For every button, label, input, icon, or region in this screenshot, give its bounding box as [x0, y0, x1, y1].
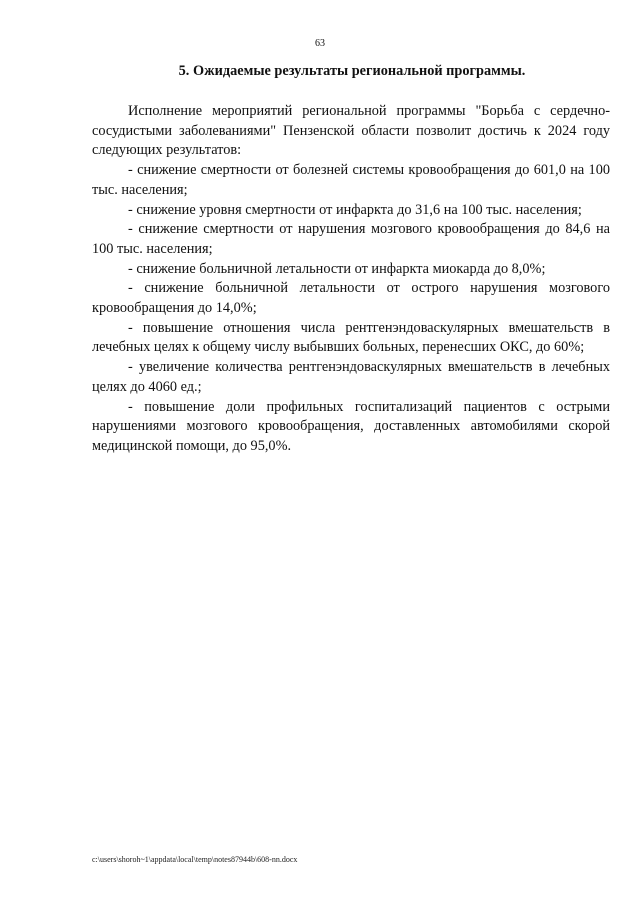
list-item: - снижение смертности от нарушения мозгового кровообращения до 84,6 на 100 тыс. населения; — [92, 221, 610, 257]
list-item: - снижение больничной летальности от инфаркта миокарда до 8,0%; — [128, 260, 546, 277]
list-item: - повышение доли профильных госпитализаций пациентов с острыми нарушениями мозгового кровообращения, доставленных автомобилями скорой медицинской помощи, до 95,0%. — [92, 398, 610, 454]
list-item: - увеличение количества рентгенэндоваскулярных вмешательств в лечебных целях до 4060 ед.; — [92, 359, 610, 395]
intro-paragraph: Исполнение мероприятий региональной программы "Борьба с сердечно-сосудистыми заболеваниями" Пензенской области позволит достичь к 2024 году следующих результатов: — [92, 103, 610, 159]
footer-file-path: c:\users\shoroh~1\appdata\local\temp\notes87944b\608-nn.docx — [92, 855, 298, 864]
list-item: - повышение отношения числа рентгенэндоваскулярных вмешательств в лечебных целях к общему числу выбывших больных, перенесших ОКС, до 60%; — [92, 319, 610, 356]
section-heading: 5. Ожидаемые результаты региональной программы. — [178, 63, 526, 79]
list-item: - снижение смертности от болезней системы кровообращения до 601,0 на 100 тыс. населения; — [92, 162, 610, 198]
list-item: - снижение больничной летальности от острого нарушения мозгового кровообращения до 14,0%; — [92, 280, 610, 317]
document-body — [92, 102, 610, 457]
page-number: 63 — [315, 38, 325, 49]
list-item: - снижение уровня смертности от инфаркта до 31,6 на 100 тыс. населения; — [128, 201, 582, 218]
